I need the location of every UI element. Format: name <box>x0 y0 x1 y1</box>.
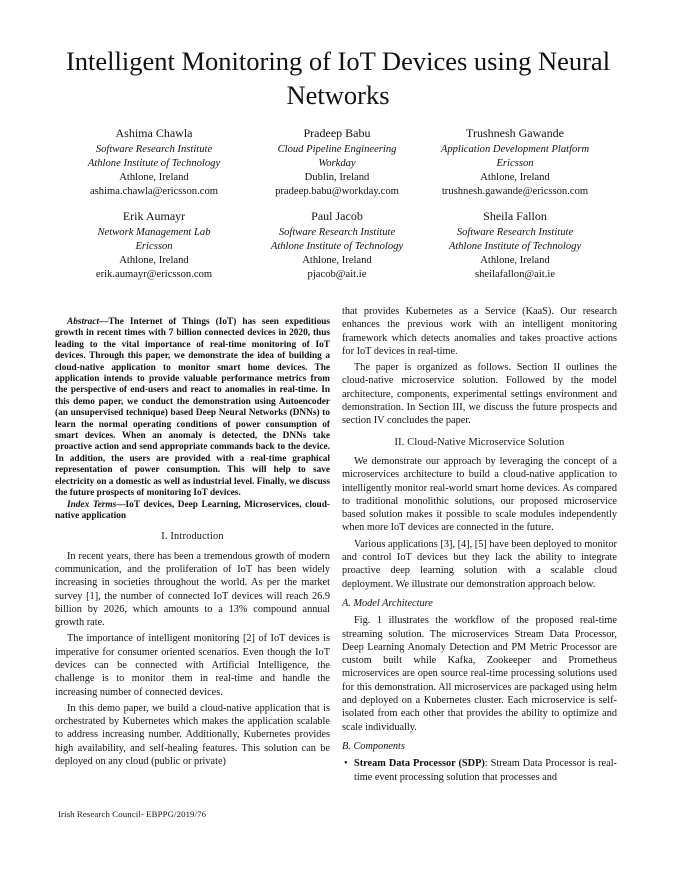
abstract-label: Abstract <box>67 317 100 327</box>
intro-paragraph-1: In recent years, there has been a tremendous growth of modern communication, and the proliferation of IoT has been widely increasing in societies throughout the world. As per the market survey [1], the number of connected IoT devices will reach 26.9 billion by 2026, which amounts to a 13% compound annual growth rate. <box>55 550 330 629</box>
intro-continued-paragraph: that provides Kubernetes as a Service (KaaS). Our research enhances the previous work with an intelligent monitoring framework which detects anomalies and takes proactive actions for IoT devices in real-time. <box>342 306 617 357</box>
author-org: Application Development Platform <box>440 144 590 155</box>
author-org: Network Management Lab <box>97 227 211 238</box>
author-institution: Athlone Institute of Technology <box>87 158 221 169</box>
author-location: Athlone, Ireland <box>302 255 372 266</box>
component-bullet-item <box>342 757 617 784</box>
left-column <box>55 317 330 771</box>
author-location: Athlone, Ireland <box>119 255 189 266</box>
author-block-1 <box>54 126 254 199</box>
author-email: pradeep.babu@workday.com <box>275 186 399 197</box>
author-location: Athlone, Ireland <box>480 172 550 183</box>
author-name: Ashima Chawla <box>115 126 193 140</box>
author-location: Athlone, Ireland <box>119 172 189 183</box>
model-architecture-paragraph: Fig. 1 illustrates the workflow of the proposed real-time streaming solution. The microservices Stream Data Processor, Deep Learning Anomaly Detection and PM Metric Processor are custom built while Kafka, Zookeeper and Prometheus microservices are open source real-time processing solutions used for this demonstration. All microservices are packaged using helm and deployed on a Kubernetes cluster. Each microservice is self-isolated from each other that provides the ability to optimize and scale individually. <box>342 615 617 733</box>
author-org: Software Research Institute <box>278 227 396 238</box>
organization-paragraph: The paper is organized as follows. Section II outlines the cloud-native microservice solution. Followed by the model architecture, components, experimental settings environment and demonstration. In Section III, we discuss the future prospects and section IV concludes the paper. <box>342 362 617 427</box>
author-org: Software Research Institute <box>95 144 213 155</box>
section-heading-cloud-native: II. Cloud-Native Microservice Solution <box>394 436 565 448</box>
section-heading-introduction: I. Introduction <box>161 531 224 543</box>
author-block-4 <box>54 209 254 282</box>
section2-paragraph-1: We demonstrate our approach by leveraging the concept of a microservices architecture to build a cloud-native application to intelligently monitor real-world smart home devices. As compared to traditional monolithic solutions, our proposed microservice based solution makes it possible to scale modules independently when more IoT devices are connected in the future. <box>342 455 617 534</box>
author-location: Dublin, Ireland <box>304 172 370 183</box>
author-name: Trushnesh Gawande <box>466 126 564 140</box>
paper-title: Intelligent Monitoring of IoT Devices using Neural Networks <box>65 46 611 110</box>
author-block-6 <box>409 209 621 282</box>
author-email: pjacob@ait.ie <box>307 269 367 280</box>
author-name: Erik Aumayr <box>122 209 186 223</box>
author-location: Athlone, Ireland <box>480 255 550 266</box>
abstract <box>55 317 330 522</box>
subsection-heading-model-architecture: A. Model Architecture <box>342 597 433 609</box>
author-email: sheilafallon@ait.ie <box>474 269 556 280</box>
author-name: Pradeep Babu <box>303 126 371 140</box>
author-institution: Athlone Institute of Technology <box>270 241 404 252</box>
component-description: : Stream Data Processor is real-time event processing solution that processes and <box>354 758 617 783</box>
bullet-icon: • <box>344 758 348 770</box>
intro-paragraph-3: In this demo paper, we build a cloud-native application that is orchestrated by Kubernetes which makes the application scalable to address increasing number. Additionally, Kubernetes provides high availability, and self-healing features. This solution can be deployed on any cloud (public or private) <box>55 702 330 768</box>
author-block-5 <box>237 209 437 282</box>
author-org: Software Research Institute <box>456 227 574 238</box>
author-name: Paul Jacob <box>311 209 363 223</box>
abstract-text: —The Internet of Things (IoT) has seen expeditious growth in recent times with 7 billion connected devices in 2020, thus leading to the vital importance of real-time monitoring of IoT devices. Through this paper, we demonstrate the idea of building a cloud-native application to monitor smart home devices. The application intends to provide valuable performance metrics from the perspective of end-users and react to anomalies in real-time. In this demo paper, we conduct the demonstration using Autoencoder (an unsupervised technique) based Deep Neural Networks (DNNs) to learn the normal operating conditions of power consumption of smart devices. When an anomaly is detected, the DNNs take proactive action and send appropriate commands back to the device. In addition, the users are provided with a real-time graphical representation of power consumption. This will help to save electricity on a domestic as well as industrial level. Finally, we discuss the future prospects of monitoring IoT devices. <box>55 317 330 499</box>
component-name: Stream Data Processor (SDP) <box>354 758 485 770</box>
subsection-heading-components: B. Components <box>342 740 405 752</box>
index-terms-text: —IoT devices, Deep Learning, Microservices, cloud-native application <box>55 499 330 521</box>
index-terms-label: Index Terms <box>67 499 117 510</box>
author-institution: Ericsson <box>496 158 534 169</box>
author-institution: Workday <box>318 158 356 169</box>
author-email: ashima.chawla@ericsson.com <box>89 186 218 197</box>
footnote-funding: Irish Research Council- EBPPG/2019/76 <box>58 809 207 819</box>
author-email: trushnesh.gawande@ericsson.com <box>441 186 589 197</box>
intro-paragraph-2: The importance of intelligent monitoring [2] of IoT devices is imperative for consumer oriented scenarios. Even though the IoT devices can be connected with Artificial Intelligence, the challenge is to monitor them in real-time and handle the increasing number of connected devices. <box>55 633 330 698</box>
component-bullet-text <box>354 757 617 784</box>
author-block-3 <box>400 126 630 199</box>
right-column <box>342 305 617 784</box>
author-name: Sheila Fallon <box>483 209 547 223</box>
author-email: erik.aumayr@ericsson.com <box>95 269 213 280</box>
author-institution: Athlone Institute of Technology <box>448 241 582 252</box>
section2-paragraph-2: Various applications [3], [4], [5] have been deployed to monitor and control IoT devices but they lack the ability to integrate proactive deep learning solution with a scalable cloud deployment. We illustrate our demonstration approach below. <box>342 538 617 590</box>
author-org: Cloud Pipeline Engineering <box>277 144 397 155</box>
author-institution: Ericsson <box>135 241 173 252</box>
